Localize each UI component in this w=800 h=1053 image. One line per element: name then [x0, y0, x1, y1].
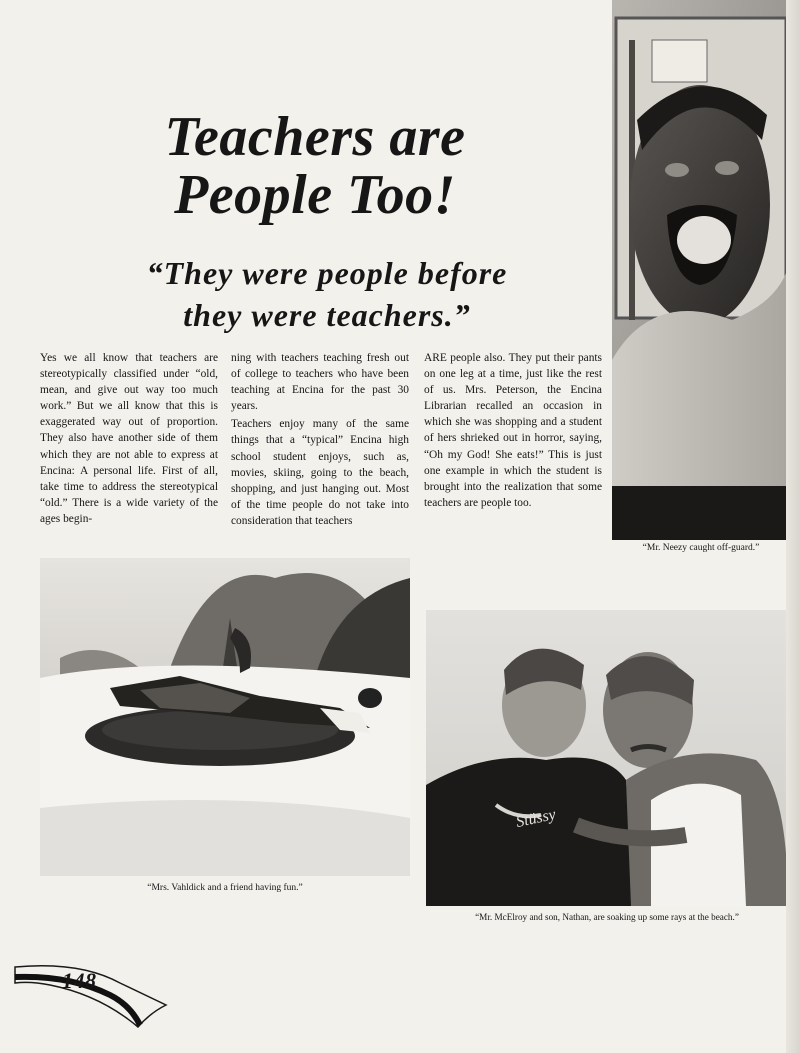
- page-binding-shadow: [786, 0, 800, 1053]
- article-subtitle: [72, 252, 582, 336]
- page-number: 148: [62, 968, 97, 993]
- caption-mrs-vahldick: “Mrs. Vahldick and a friend having fun.”: [147, 883, 303, 893]
- column-1-paragraph: Yes we all know that teachers are stereotypically classified under “old, mean, and give out way too much work.” But we all know that this is exaggerated way out of proportion. They also have another side of them which they are not able to express at Encina: A personal life. First of all, take time to address the stereotypical “old.” There is a wide variety of the ages begin-: [40, 352, 218, 525]
- column-3-paragraph: ARE people also. They put their pants on one leg at a time, just like the rest of us. Mrs. Peterson, the Encina Librarian recalled an occasion in which she was shopping and a student of hers shrieked out in horror, saying, “Oh my God! She eats!” This is just one example in which the student is brought into the realization that some teachers are people too.: [424, 352, 602, 509]
- subtitle-line-2: they were teachers.”: [183, 297, 471, 333]
- photo-mrs-vahldick: [40, 558, 410, 876]
- article-title: [120, 108, 510, 224]
- photo-mr-neezy: [612, 0, 790, 540]
- caption-mr-mcelroy: “Mr. McElroy and son, Nathan, are soaking up some rays at the beach.”: [475, 912, 739, 922]
- body-column-2: [231, 350, 409, 531]
- caption-mr-neezy: “Mr. Neezy caught off-guard.”: [642, 543, 760, 553]
- shirt-logo: Stüssy: [514, 806, 558, 831]
- column-2-paragraph-1: ning with teachers teaching fresh out of college to teachers who have been teaching at Encina for the past 30 years.: [231, 352, 409, 413]
- photo-mr-mcelroy: [426, 610, 788, 906]
- body-column-1: [40, 350, 218, 529]
- column-2-paragraph-2: Teachers enjoy many of the same things that a “typical” Encina high school student enjoys, such as, movies, skiing, going to the beach, shopping, and just hanging out. Most of the time people do not take into consideration that teachers: [231, 418, 409, 527]
- body-column-3: [424, 350, 602, 513]
- title-line-1: Teachers are: [164, 106, 466, 168]
- title-line-2: People Too!: [174, 164, 456, 226]
- page-number-swoosh-graphic: [10, 955, 180, 1035]
- subtitle-line-1: “They were people before: [146, 255, 508, 291]
